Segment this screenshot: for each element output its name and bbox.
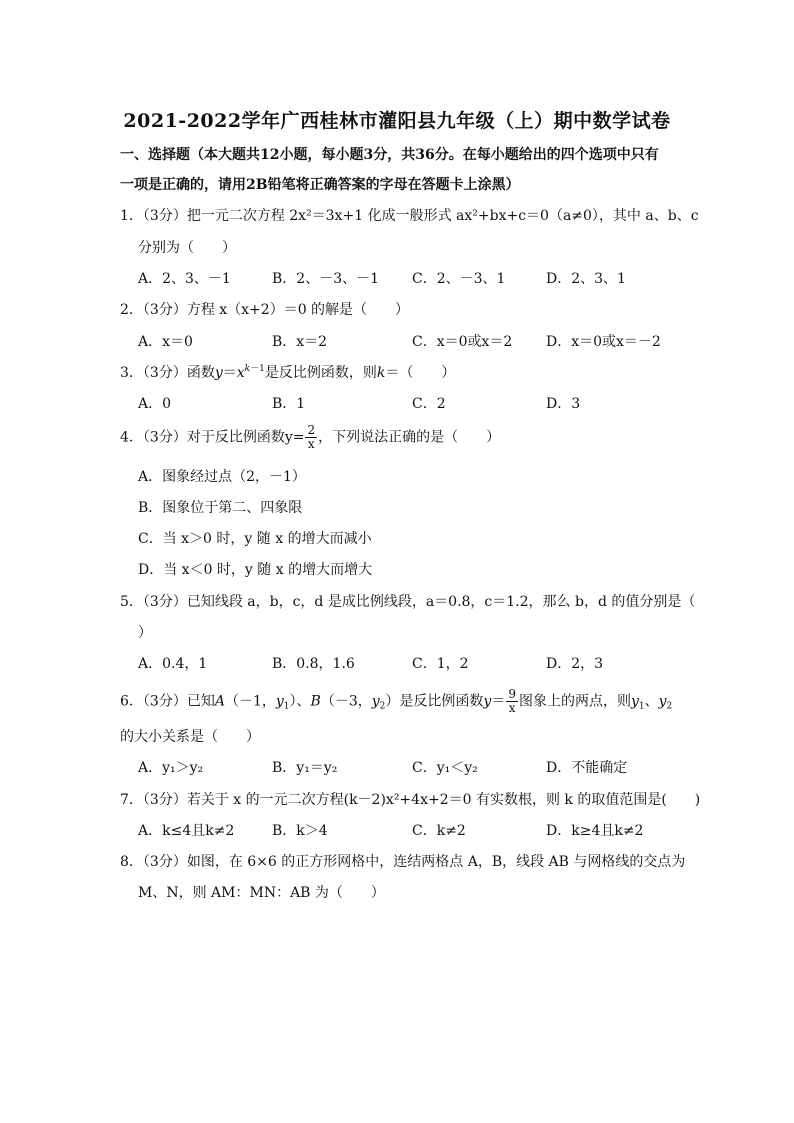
q1-option-c[interactable]: C．2、－3、1 xyxy=(412,271,506,287)
question-4-function: y= xyxy=(284,429,305,446)
question-8: 8．（3分）如图，在 6×6 的正方形网格中，连结两格点 A，B，线段 AB 与网格线的交点为 xyxy=(120,854,686,870)
q7-option-d[interactable]: D．k≥4且k≠2 xyxy=(546,823,644,839)
question-5: 5．（3分）已知线段 a，b，c，d 是成比例线段，a＝0.8，c＝1.2，那么 b，d 的值分别是（ xyxy=(120,594,696,610)
question-7: 7．（3分）若关于 x 的一元二次方程(k－2)x²+4x+2＝0 有实数根，则 k 的取值范围是( ) xyxy=(120,792,701,808)
q3-option-d[interactable]: D．3 xyxy=(546,396,581,412)
question-1-tail: ，其中 a、b、c xyxy=(598,208,699,224)
q3-option-c[interactable]: C．2 xyxy=(412,396,446,412)
question-1-general-form: ax²+bx+c＝0（a≠0） xyxy=(456,208,599,224)
q4-option-b[interactable]: B．图象位于第二、四象限 xyxy=(138,500,303,516)
q5-option-c[interactable]: C．1，2 xyxy=(412,656,469,672)
question-5-line-2: ） xyxy=(138,625,152,641)
q2-option-c[interactable]: C．x＝0或x＝2 xyxy=(412,334,513,350)
q6-option-d[interactable]: D．不能确定 xyxy=(546,760,628,776)
question-1-mid: 化成一般形式 xyxy=(363,208,457,224)
question-8-line-2: M、N，则 AM：MN：AB 为（ ） xyxy=(138,885,385,901)
q3-option-b[interactable]: B．1 xyxy=(272,396,306,412)
question-1-line-2: 分别为（ ） xyxy=(138,240,236,256)
question-4-number: 4．（3分）对于反比例函数 xyxy=(120,429,285,446)
question-3-mid: 是反比例函数，则 xyxy=(264,365,377,381)
q5-option-d[interactable]: D．2，3 xyxy=(546,656,604,672)
question-1-equation: 2x²＝3x+1 xyxy=(289,208,364,224)
q1-option-b[interactable]: B．2、－3、－1 xyxy=(272,271,380,287)
question-6-tail: 图象上的两点，则 xyxy=(518,693,631,710)
question-6-mid: 是反比例函数 xyxy=(399,693,484,710)
q4-option-d[interactable]: D．当 x＜0 时，y 随 x 的增大而增大 xyxy=(138,562,373,578)
q6-option-a[interactable]: A．y₁＞y₂ xyxy=(138,760,204,776)
question-6-fraction: $\frac{9}{x}$ xyxy=(508,687,516,715)
exam-title: 2021-2022学年广西桂林市灌阳县九年级（上）期中数学试卷 xyxy=(123,110,671,132)
question-3-number: 3．（3分）函数 xyxy=(120,365,215,381)
section-heading-line-1: 一、选择题（本大题共12小题，每小题3分，共36分。在每小题给出的四个选项中只有 xyxy=(120,147,659,163)
q2-option-d[interactable]: D．x＝0或x＝－2 xyxy=(546,334,661,350)
q5-option-a[interactable]: A．0.4，1 xyxy=(138,656,208,672)
q2-option-b[interactable]: B．x＝2 xyxy=(272,334,328,350)
question-6-line-2: 的大小关系是（ ） xyxy=(120,729,260,745)
q2-option-a[interactable]: A．x＝0 xyxy=(138,334,193,350)
q3-option-a[interactable]: A．0 xyxy=(138,396,172,412)
question-3: 3．（3分）函数$y=x^{k-1}$是反比例函数，则k＝（ ） xyxy=(120,364,456,381)
question-6-number: 6．（3分）已知 xyxy=(120,693,215,710)
question-6: 6．（3分）已知A（－1，$y_1$）、B（－3，$y_2$）是反比例函数y＝ $\frac{9}{x}$ 图象上的两点，则$y_1$、$y_2$ xyxy=(120,687,673,715)
q7-option-a[interactable]: A．k≤4且k≠2 xyxy=(138,823,235,839)
question-2: 2．（3分）方程 x（x+2）＝0 的解是（ ） xyxy=(120,302,410,318)
q1-option-a[interactable]: A．2、3、－1 xyxy=(138,271,231,287)
question-4 xyxy=(120,424,500,451)
q4-option-a[interactable]: A．图象经过点（2，－1） xyxy=(138,469,306,485)
question-4-tail: ，下列说法正确的是（ ） xyxy=(318,429,501,446)
section-heading-line-2: 一项是正确的，请用2B铅笔将正确答案的字母在答题卡上涂黑） xyxy=(120,177,520,193)
q7-option-b[interactable]: B．k＞4 xyxy=(272,823,328,839)
question-1 xyxy=(120,206,699,226)
question-3-tail: ＝（ ） xyxy=(385,365,456,381)
q5-option-b[interactable]: B．0.8，1.6 xyxy=(272,656,355,672)
question-1-number: 1．（3分）把一元二次方程 xyxy=(120,208,290,224)
q1-option-d[interactable]: D．2、3、1 xyxy=(546,271,626,287)
question-4-fraction: $\frac{2}{x}$ xyxy=(307,423,316,451)
question-3-function: y xyxy=(214,365,223,381)
q6-option-c[interactable]: C．y₁＜y₂ xyxy=(412,760,478,776)
q6-option-b[interactable]: B．y₁＝y₂ xyxy=(272,760,338,776)
q4-option-c[interactable]: C．当 x＞0 时，y 随 x 的增大而减小 xyxy=(138,531,372,547)
q7-option-c[interactable]: C．k≠2 xyxy=(412,823,466,839)
